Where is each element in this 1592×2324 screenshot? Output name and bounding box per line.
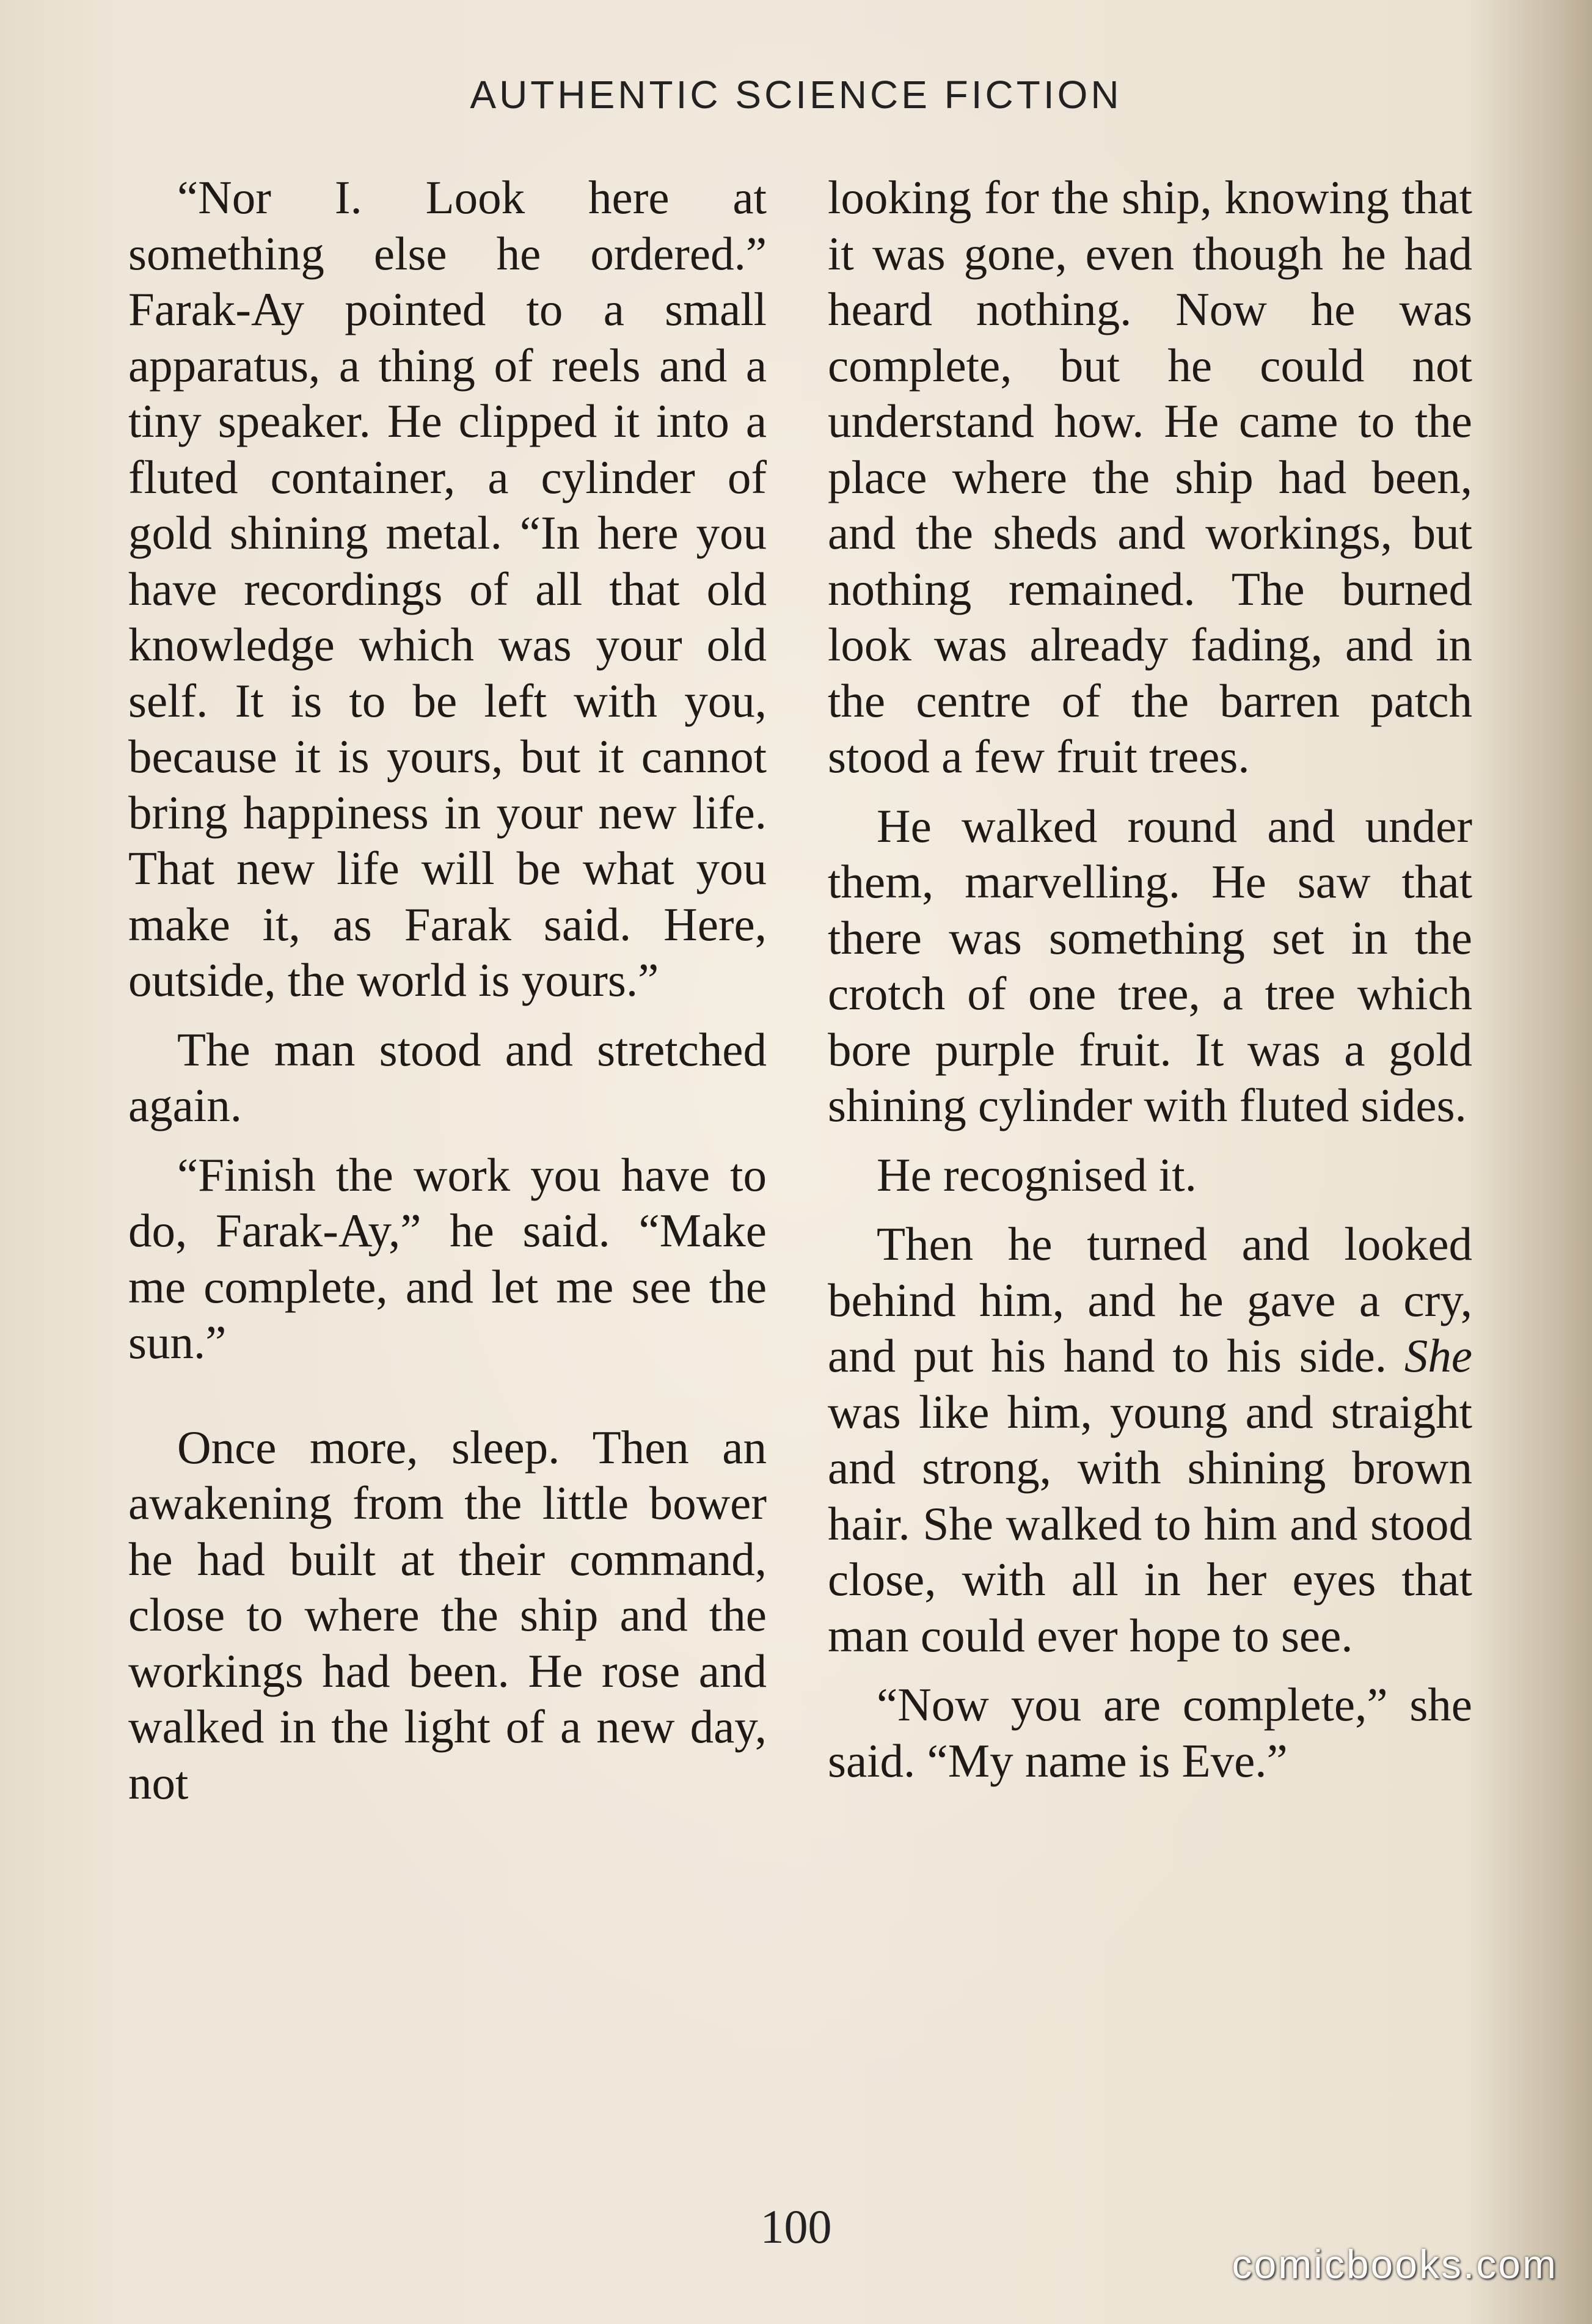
paragraph: The man stood and stretched again. bbox=[128, 1023, 767, 1131]
paragraph: “Now you are complete,” she said. “My name is Eve.” bbox=[828, 1678, 1472, 1787]
right-column bbox=[828, 170, 1472, 1802]
paragraph: looking for the ship, knowing that it was gone, even though he had heard nothing. Now he was complete, but he could not understand how. He came to the place where the ship had been, and the sheds and workings, but nothing remained. The burned look was already fading, and in the centre of the barren patch stood a few fruit trees. bbox=[828, 171, 1472, 783]
paragraph-text: Then he turned and looked behind him, and he gave a cry, and put his hand to his side. bbox=[828, 1218, 1472, 1382]
emphasized-word: She bbox=[1404, 1329, 1472, 1382]
paragraph: “Finish the work you have to do, Farak-Ay,” he said. “Make me complete, and let me see the sun.” bbox=[128, 1148, 767, 1368]
paragraph: Once more, sleep. Then an awakening from the little bower he had built at their command, close to where the ship and the workings had been. He rose and walked in the light of a new day, not bbox=[128, 1420, 767, 1809]
paragraph: He walked round and under them, marvelling. He saw that there was something set in the crotch of one tree, a tree which bore purple fruit. It was a gold shining cylinder with fluted sides. bbox=[828, 799, 1472, 1131]
paragraph-text: was like him, young and straight and strong, with shining brown hair. She walked to him and stood close, with all in her eyes that man could ever hope to see. bbox=[828, 1385, 1472, 1662]
paragraph bbox=[828, 1216, 1472, 1664]
running-header: AUTHENTIC SCIENCE FICTION bbox=[470, 73, 1122, 117]
paragraph: He recognised it. bbox=[877, 1148, 1197, 1201]
left-column bbox=[128, 170, 767, 1824]
site-watermark: comicbooks.com bbox=[1232, 2242, 1558, 2287]
page-number: 100 bbox=[760, 2200, 832, 2253]
paragraph: “Nor I. Look here at something else he ordered.” Farak-Ay pointed to a small apparatus, a thing of reels and a tiny speaker. He clipped it into a fluted container, a cylinder of gold shining metal. “In here you have recordings of all that old knowledge which was your old self. It is to be left with you, because it is yours, but it cannot bring happiness in your new life. That new life will be what you make it, as Farak said. Here, outside, the world is yours.” bbox=[128, 171, 767, 1006]
